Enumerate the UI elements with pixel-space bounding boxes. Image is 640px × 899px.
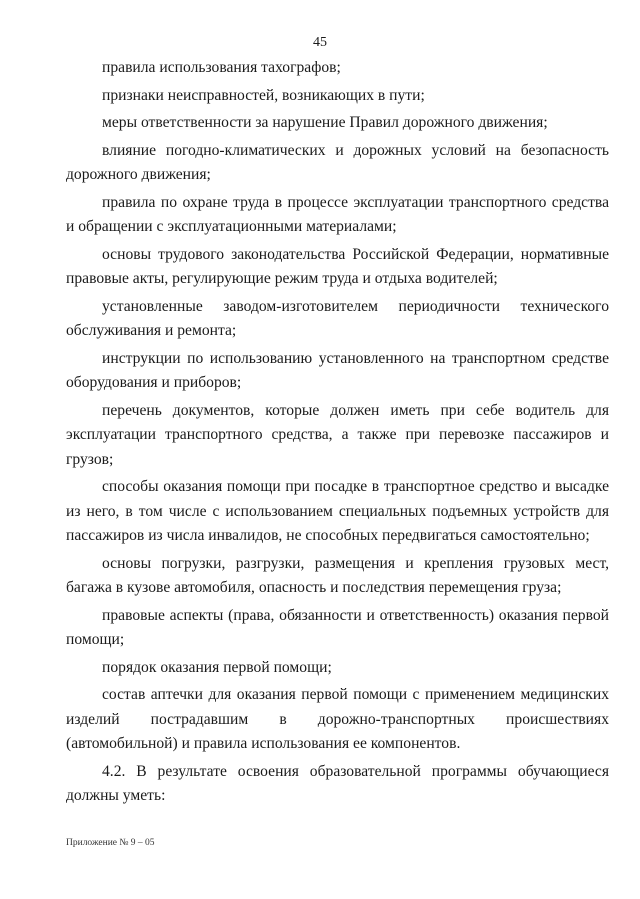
list-item-first-aid-kit: состав аптечки для оказания первой помощи с применением медицинских изделий пострадавшим в дорожно-транспортных происшествиях (автомобильной) и правила использования ее компонентов. [66,686,609,752]
list-item-maintenance: установленные заводом-изготовителем периодичности технического обслуживания и ремонта; [66,297,609,339]
list-item-documents: перечень документов, которые должен иметь при себе водитель для эксплуатации транспортного средства, а также при перевозке пассажиров и грузов; [66,401,609,468]
list-item-labor-safety: правила по охране труда в процессе эксплуатации транспортного средства и обращении с эксплуатационными материалами; [66,193,609,235]
list-item-tachographs: правила использования тахографов; [102,59,341,76]
list-item-labor-law: основы трудового законодательства Российской Федерации, нормативные правовые акты, регулирующие режим труда и отдыха водителей; [66,245,609,287]
list-item-faults: признаки неисправностей, возникающих в пути; [102,86,425,104]
page-number: 45 [313,35,327,50]
footer-annex: Приложение № 9 – 05 [66,838,155,848]
list-item-boarding-assist: способы оказания помощи при посадке в транспортное средство и высадке из него, в том числе с использованием специальных подъемных устройств для пассажиров из числа инвалидов, не способных передвигаться самостоятельно; [66,478,609,544]
list-item-first-aid-order: порядок оказания первой помощи; [102,658,332,676]
section-4-2: 4.2. В результате освоения образовательной программы обучающиеся должны уметь: [66,762,609,804]
document-body [66,56,609,812]
list-item-liability: меры ответственности за нарушение Правил дорожного движения; [102,114,548,131]
list-item-first-aid-legal: правовые аспекты (права, обязанности и ответственность) оказания первой помощи; [66,606,609,648]
list-item-weather: влияние погодно-климатических и дорожных условий на безопасность дорожного движения; [66,141,609,183]
list-item-cargo: основы погрузки, разгрузки, размещения и крепления грузовых мест, багажа в кузове автомобиля, опасность и последствия перемещения груза; [66,554,609,596]
list-item-equipment: инструкции по использованию установленного на транспортном средстве оборудования и приборов; [66,349,609,391]
